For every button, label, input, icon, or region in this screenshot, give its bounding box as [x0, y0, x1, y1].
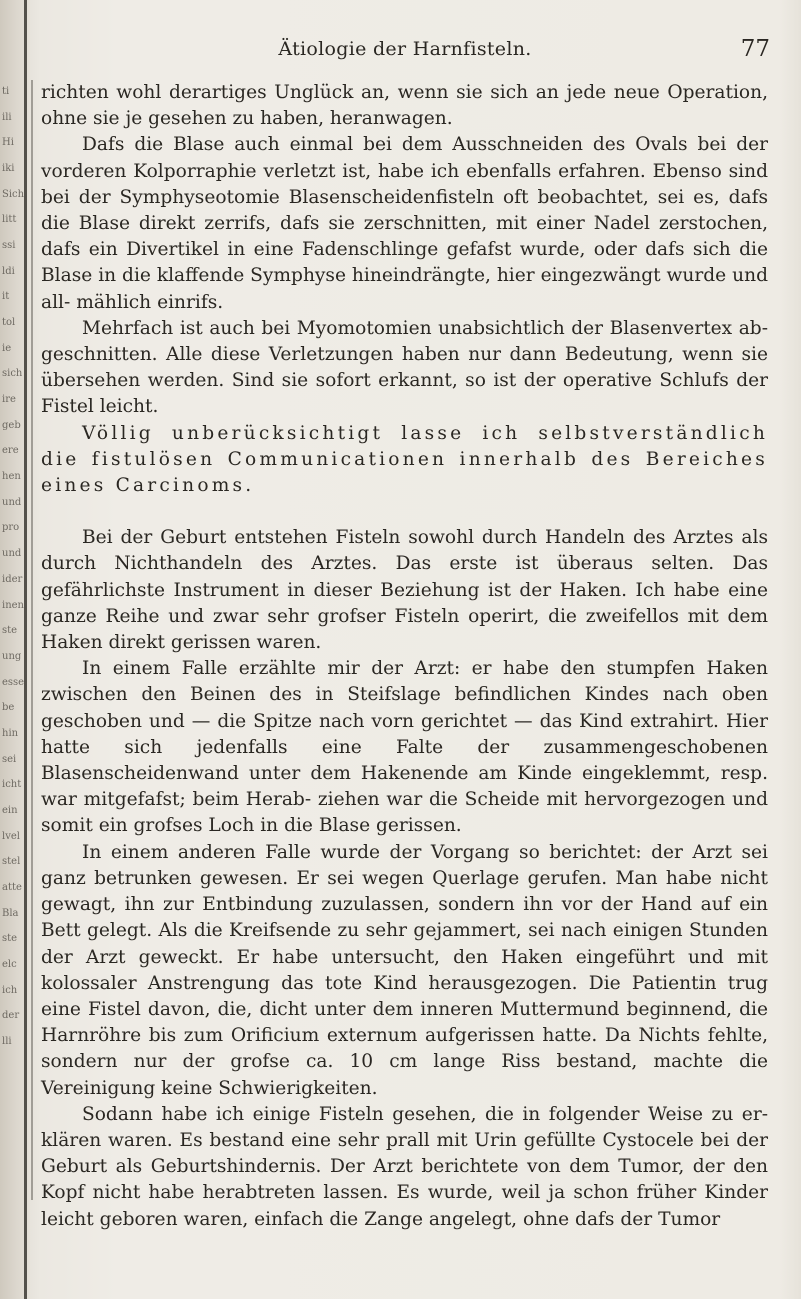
bleed-fragment: und	[2, 548, 22, 560]
text-line: Mehrfach ist auch bei Myomotomien unabsichtlich der Blasenvertex ab-	[82, 317, 768, 339]
bleed-fragment: lli	[2, 1036, 12, 1047]
paragraph-gap	[41, 499, 768, 525]
text-line: dem Hakenende am Kinde eingeklemmt, resp. war mitgefafst; beim Herab-	[41, 763, 768, 811]
bleed-fragment: hin	[2, 727, 19, 739]
text-line: geschnitten. Alle diese Verletzungen haben nur dann Bedeutung, wenn sie	[41, 344, 768, 366]
bleed-fragment: Sich	[2, 188, 24, 200]
text-line: in die klaffende Symphyse hineindrängte, hier eingezwängt wurde und all-	[41, 265, 768, 313]
bleed-fragment: Hi	[2, 137, 14, 149]
text-line: Carcinoms.	[115, 475, 255, 497]
bleed-fragment: ldi	[2, 265, 15, 277]
text-line: Harnröhre bis zum Orificium externum aufgerissen hatte. Da Nichts fehlte,	[41, 1025, 768, 1047]
text-line: Haken direkt gerissen waren.	[41, 632, 322, 654]
bleed-fragment: ung	[2, 650, 22, 662]
paragraph-case-two	[41, 840, 768, 1102]
bleed-fragment: ere	[2, 445, 19, 457]
text-line: In einem anderen Falle wurde der Vorgang so berichtet: der Arzt sei	[82, 841, 768, 863]
bleed-fragment: tol	[2, 317, 16, 329]
text-line: ohne sie je gesehen zu haben, heranwagen.	[41, 108, 453, 130]
bleed-fragment: ste	[2, 625, 18, 637]
bleed-fragment: atte	[2, 881, 22, 893]
text-line: der Geburt als Geburtshindernis. Der Arzt berichtete von dem Tumor, der	[41, 1129, 768, 1178]
text-line: ganze Reihe und zwar sehr grofser Fisteln operirt, die zweifellos mit dem	[41, 605, 768, 627]
paragraph-case-one	[41, 656, 768, 839]
text-line: Völlig unberücksichtigt lasse ich selbstverständlich die	[41, 422, 768, 470]
text-line: den Kopf nicht habe herabtreten lassen. Es wurde, weil ja schon früher	[41, 1156, 768, 1204]
page-number: 77	[740, 36, 770, 62]
text-line: zwischen den Beinen des in Steifslage befindlichen Kindes nach oben geschoben	[41, 684, 768, 732]
text-line: sich jedenfalls eine Falte der zusammengeschobenen Blasenscheidenwand unter	[41, 736, 769, 785]
bleed-fragment: pro	[2, 522, 20, 534]
bleed-fragment: it	[2, 291, 10, 303]
bleed-fragment: ssi	[2, 240, 16, 252]
bleed-fragment: elc	[2, 958, 17, 970]
paragraph-cystocele	[41, 1102, 768, 1233]
text-line: gewagt, ihn zur Entbindung zuzulassen, sondern ihn vor der Hand auf ein	[41, 894, 768, 916]
paragraph-continuation	[41, 80, 768, 132]
text-line: fistulösen Communicationen innerhalb des Bereiches eines	[41, 448, 768, 497]
text-line: ein Divertikel in eine Fadenschlinge gefafst wurde, oder dafs sich die Blase	[41, 239, 769, 287]
bleed-fragment: ich	[2, 984, 18, 996]
bleed-fragment: geb	[2, 419, 21, 431]
bleed-fragment: litt	[2, 214, 17, 226]
text-line: die Blase direkt zerrifs, dafs sie zerschnitten, mit einer Nadel zerstochen, dafs	[41, 213, 768, 261]
text-line: bei der Symphyseotomie Blasenscheidenfisteln oft beobachtet, sei es, dafs	[41, 186, 768, 208]
text-line: richten wohl derartiges Unglück an, wenn sie sich an jede neue Operation,	[41, 82, 768, 103]
bleed-fragment: und	[2, 496, 22, 508]
bleed-fragment: ein	[2, 804, 18, 816]
text-line: Kinder leicht geboren waren, einfach die Zange angelegt, ohne dafs der Tumor	[41, 1182, 768, 1230]
text-line: Blase gerissen.	[318, 815, 462, 837]
bleed-fragment: inen	[2, 599, 24, 611]
text-line: als durch Nichthandeln des Arztes. Das erste ist überaus selten. Das	[41, 527, 768, 575]
bleed-fragment: iki	[2, 163, 15, 175]
bleed-fragment: esse	[2, 676, 24, 688]
bleed-fragment: der	[2, 1010, 20, 1022]
running-title: Ätiologie der Harnfisteln.	[278, 38, 532, 60]
binding-edge	[24, 0, 27, 1299]
bleed-fragment: Bla	[2, 907, 19, 919]
bleed-fragment: ider	[2, 573, 23, 585]
text-line: übersehen werden. Sind sie sofort erkannt, so ist der operative Schlufs der	[41, 370, 768, 392]
bleed-fragment: be	[2, 702, 15, 714]
text-line: ganz betrunken gewesen. Er sei wegen Querlage gerufen. Man habe nicht	[41, 867, 768, 889]
text-line: Dafs die Blase auch einmal bei dem Ausschneiden des Ovals bei der	[82, 134, 768, 156]
text-line: eine Fistel davon, die, dicht unter dem inneren Muttermund beginnend, die	[41, 998, 768, 1020]
bleed-fragment: ste	[2, 933, 18, 945]
bleed-fragment: sich	[2, 368, 23, 380]
text-line: sondern nur der grofse ca. 10 cm lange Riss bestand, machte die Vereinigung	[41, 1051, 768, 1099]
paragraph-myomotomy	[41, 316, 768, 421]
binding-shadow	[31, 80, 33, 1200]
text-line: ziehen war die Scheide mit hervorgezogen und somit ein grofses Loch in die	[41, 789, 768, 837]
bleed-fragment: ili	[2, 111, 12, 123]
bleed-fragment: lvel	[2, 830, 20, 842]
text-line: Sodann habe ich einige Fisteln gesehen, die in folgender Weise zu er-	[82, 1103, 768, 1125]
bleed-fragment: ie	[2, 342, 12, 354]
text-line: Bei der Geburt entstehen Fisteln sowohl durch Handeln des Arztes	[82, 527, 742, 549]
paragraph-carcinoma-note	[41, 421, 768, 500]
paragraph-birth-fistulas	[41, 525, 768, 656]
text-line: Fistel leicht.	[41, 396, 159, 418]
bleed-fragment: sei	[2, 753, 17, 765]
bleed-fragment: hen	[2, 471, 21, 483]
text-line: kolossaler Anstrengung das tote Kind herausgezogen. Die Patientin trug	[41, 972, 768, 994]
text-line: In einem Falle erzählte mir der Arzt: er habe den stumpfen Haken	[82, 658, 768, 680]
text-line: gefährlichste Instrument in dieser Beziehung ist der Haken. Ich habe eine	[41, 579, 768, 601]
text-line: Bett gelegt. Als die Kreifsende zu sehr gejammert, sei nach einigen Stunden	[41, 920, 768, 942]
text-line: mählich einrifs.	[76, 291, 224, 313]
bleed-fragment: icht	[2, 779, 22, 791]
text-line: klären waren. Es bestand eine sehr prall mit Urin gefüllte Cystocele bei	[41, 1129, 737, 1151]
bleed-fragment: stel	[2, 856, 21, 868]
page-header	[40, 38, 770, 68]
text-line: und — die Spitze nach vorn gerichtet — das Kind extrahirt. Hier hatte	[41, 710, 768, 758]
bleed-fragment: ire	[2, 394, 16, 406]
paragraph-bladder-injury	[41, 132, 768, 315]
text-line: vorderen Kolporraphie verletzt ist, habe ich ebenfalls erfahren. Ebenso sind	[41, 160, 768, 182]
text-line: der Arzt geweckt. Er habe untersucht, den Haken eingeführt und mit	[41, 946, 768, 968]
bleed-fragment: ti	[2, 86, 10, 97]
body-text	[41, 80, 768, 1233]
text-line: keine Schwierigkeiten.	[161, 1077, 378, 1099]
